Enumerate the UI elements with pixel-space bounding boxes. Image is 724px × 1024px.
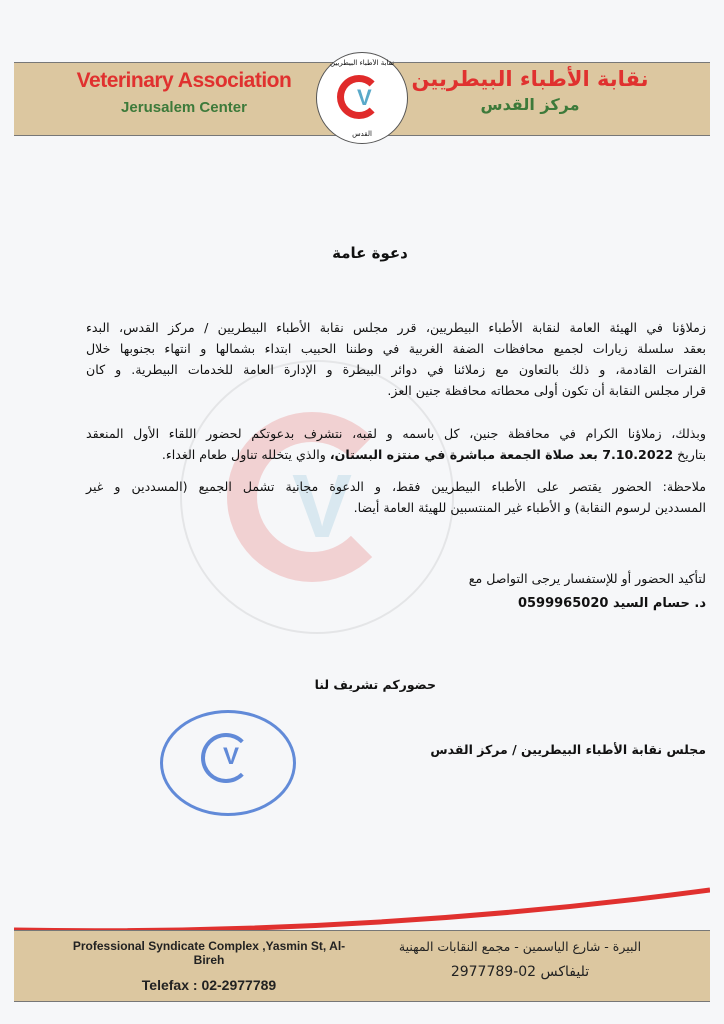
text-line: وبذلك، زملاؤنا الكرام في محافظة جنين، كل باسمه و لقبه، نتشرف بدعوتكم لحضور اللقاء الأول المنعقد <box>86 426 706 441</box>
text-line: الفترات القادمة، و ذلك بالتعاون مع زملائنا في دوائر البيطرة و الإدارة العامة للخدمات البيطرية. و كان <box>86 362 706 377</box>
paragraph-note <box>86 476 706 518</box>
paragraph-intro <box>86 317 706 401</box>
event-date-location: 7.10.2022 بعد صلاة الجمعة مباشرة في منتزه البستان، <box>329 447 674 462</box>
text-line: قرار مجلس النقابة أن تكون أولى محطاته محافظة جنين العز. <box>387 383 706 398</box>
header-english <box>64 69 304 116</box>
v-watermark-icon: V <box>292 457 353 557</box>
text-line: بعقد سلسلة زيارات لجميع محافظات الضفة الغربية في وطننا الحبيب ابتداء بشمالها و انتهاء بجنوبها خلال <box>86 341 706 356</box>
footer-en-telefax: Telefax : 02-2977789 <box>141 977 277 993</box>
contact-person-phone: د. حسام السيد 0599965020 <box>517 596 706 611</box>
header-ar-title: نقابة الأطباء البيطريين <box>411 67 649 91</box>
signature-line: مجلس نقابة الأطباء البيطريين / مركز القدس <box>430 742 706 757</box>
contact-line <box>86 568 706 589</box>
footer-ar-address: البيرة - شارع الياسمين - مجمع النقابات المهنية <box>398 939 642 954</box>
caduceus-v-icon: V <box>357 85 372 110</box>
document-title: دعوة عامة <box>332 244 408 262</box>
logo-text-bottom: القدس <box>352 130 372 138</box>
footer-en-address: Professional Syndicate Complex ,Yasmin St, Al-Bireh <box>72 939 346 967</box>
footer-swoosh <box>14 884 710 934</box>
text-line: لتأكيد الحضور أو للإستفسار يرجى التواصل مع <box>468 571 706 586</box>
stamp-v-icon: V <box>223 743 240 770</box>
paragraph-invitation <box>86 423 706 465</box>
letterhead-footer <box>14 930 710 1002</box>
lunch-note: والذي يتخلله تناول طعام الغداء. <box>161 447 326 462</box>
footer-ar-telefax: تليفاكس 02-2977789 <box>450 964 590 980</box>
text-line <box>86 444 706 465</box>
official-stamp <box>160 710 296 816</box>
header-arabic <box>410 67 650 114</box>
header-en-subtitle: Jerusalem Center <box>121 99 247 116</box>
footer-arabic <box>360 939 680 980</box>
swoosh-line <box>14 890 710 931</box>
text-line: ملاحظة: الحضور يقتصر على الأطباء البيطريين فقط، و الدعوة مجانية تشمل الجميع (المسددين و غير <box>86 479 706 494</box>
text-line: المسددين لرسوم النقابة) و الأطباء غير المنتسبين للهيئة العامة أيضا. <box>353 500 706 515</box>
header-ar-subtitle: مركز القدس <box>480 95 580 114</box>
closing-line: حضوركم تشريف لنا <box>314 677 436 692</box>
text-line: زملاؤنا في الهيئة العامة لنقابة الأطباء البيطريين، قرر مجلس نقابة الأطباء البيطريين / مركز القدس، البدء <box>86 320 706 335</box>
association-logo <box>316 52 408 144</box>
date-prefix: بتاريخ <box>677 447 706 462</box>
logo-text-top: نقابة الأطباء البيطريين <box>329 59 395 67</box>
header-en-title: Veterinary Association <box>76 69 292 92</box>
footer-english <box>64 939 354 993</box>
